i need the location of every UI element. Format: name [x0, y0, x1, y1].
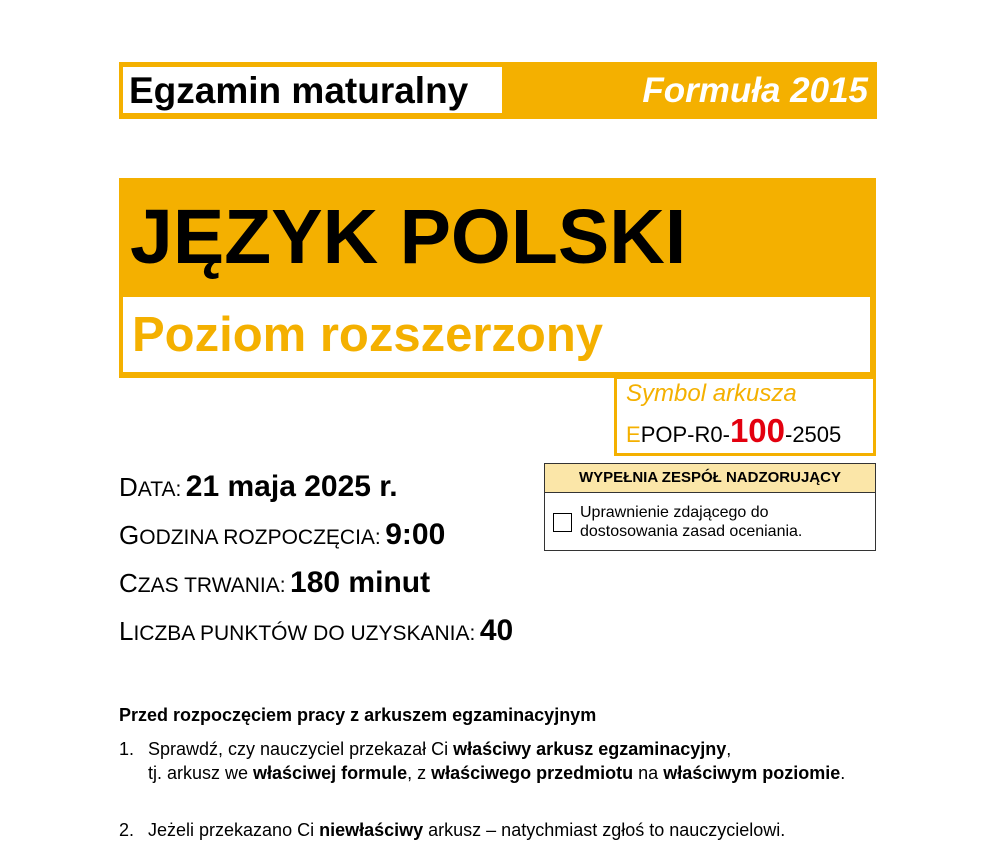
- supervising-team-heading: WYPEŁNIA ZESPÓŁ NADZORUJĄCY: [545, 464, 875, 493]
- date-value: 21 maja 2025 r.: [185, 470, 398, 503]
- instruction-1-text: Sprawdź, czy nauczyciel przekazał Ci właściwy arkusz egzaminacyjny, tj. arkusz we właściwej formule, z właściwego przedmiotu na właściwym poziomie.: [148, 739, 846, 783]
- exam-type: Egzamin maturalny: [129, 70, 469, 111]
- symbol-code-first-letter: E: [626, 422, 641, 447]
- points-label: LICZBA PUNKTÓW DO UZYSKANIA:: [119, 616, 476, 646]
- accommodation-checkbox[interactable]: [553, 513, 572, 532]
- symbol-code-suffix: -2505: [785, 422, 842, 447]
- date-line: [119, 467, 398, 512]
- level-label: Poziom rozszerzony: [132, 308, 604, 362]
- sheet-symbol-label: Symbol arkusza: [626, 380, 797, 407]
- symbol-code-prefix: POP-R0-: [640, 422, 730, 447]
- symbol-code-number: 100: [729, 412, 785, 449]
- accommodation-checkbox-label: Uprawnienie zdającego do dostosowania zasad oceniania.: [580, 504, 803, 540]
- duration-label: CZAS TRWANIA:: [119, 568, 286, 598]
- duration-value: 180 minut: [290, 566, 431, 599]
- points-line: [119, 611, 513, 656]
- instruction-2-text: Jeżeli przekazano Ci niewłaściwy arkusz – natychmiast zgłoś to nauczycielowi.: [148, 820, 786, 840]
- start-time-value: 9:00: [385, 518, 446, 551]
- sheet-symbol-code: [626, 414, 841, 452]
- date-label: DATA:: [119, 472, 182, 502]
- instruction-1-number: 1.: [119, 739, 135, 759]
- instruction-2-number: 2.: [119, 820, 135, 840]
- start-time-label: GODZINA ROZPOCZĘCIA:: [119, 520, 381, 550]
- points-value: 40: [479, 614, 514, 647]
- start-time-line: [119, 515, 445, 560]
- instructions-heading: Przed rozpoczęciem pracy z arkuszem egzaminacyjnym: [119, 705, 597, 725]
- formula-label: Formuła 2015: [642, 71, 868, 110]
- duration-line: [119, 563, 430, 608]
- subject-title: JĘZYK POLSKI: [130, 194, 687, 280]
